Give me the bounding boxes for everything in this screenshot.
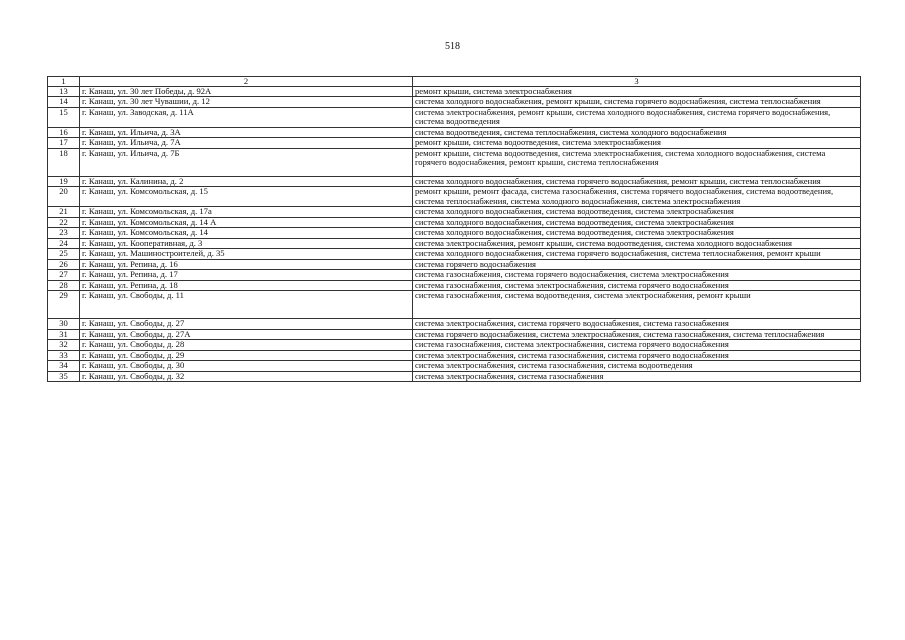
row-number-cell: 16 (48, 127, 80, 138)
address-cell: г. Канаш, ул. Кооперативная, д. 3 (80, 238, 413, 249)
row-number-cell: 23 (48, 228, 80, 239)
row-number-cell: 28 (48, 280, 80, 291)
address-cell: г. Канаш, ул. Заводская, д. 11А (80, 107, 413, 127)
row-number-cell: 15 (48, 107, 80, 127)
table-row (48, 176, 861, 187)
works-cell: система газоснабжения, система водоотведения, система электроснабжения, ремонт крыши (413, 291, 861, 319)
table-row (48, 107, 861, 127)
row-number-cell: 34 (48, 361, 80, 372)
table-row (48, 127, 861, 138)
page-number: 518 (445, 41, 460, 52)
works-cell: система электроснабжения, ремонт крыши, система холодного водоснабжения, система горячего водоснабжения, система водоотведения (413, 107, 861, 127)
row-number-cell: 17 (48, 138, 80, 149)
address-cell: г. Канаш, ул. Машиностроителей, д. 35 (80, 249, 413, 260)
address-cell: г. Канаш, ул. Свободы, д. 32 (80, 371, 413, 382)
works-cell: система электроснабжения, система газоснабжения, система водоотведения (413, 361, 861, 372)
row-number-cell: 21 (48, 207, 80, 218)
works-cell: система электроснабжения, система газоснабжения (413, 371, 861, 382)
table-row (48, 86, 861, 97)
table-row (48, 350, 861, 361)
address-cell: г. Канаш, ул. 30 лет Победы, д. 92А (80, 86, 413, 97)
row-number-cell: 19 (48, 176, 80, 187)
row-number-cell: 31 (48, 329, 80, 340)
address-cell: г. Канаш, ул. Комсомольская, д. 15 (80, 187, 413, 207)
works-cell: система холодного водоснабжения, система водоотведения, система электроснабжения (413, 228, 861, 239)
row-number-cell: 13 (48, 86, 80, 97)
works-cell: система электроснабжения, ремонт крыши, система водоотведения, система холодного водоснабжения (413, 238, 861, 249)
address-cell: г. Канаш, ул. Свободы, д. 28 (80, 340, 413, 351)
works-cell: система холодного водоснабжения, ремонт крыши, система горячего водоснабжения, система теплоснабжения (413, 97, 861, 108)
address-cell: г. Канаш, ул. Ильича, д. 3А (80, 127, 413, 138)
table-row (48, 259, 861, 270)
address-cell: г. Канаш, ул. Свободы, д. 30 (80, 361, 413, 372)
table-row (48, 207, 861, 218)
works-cell: ремонт крыши, система водоотведения, система электроснабжения (413, 138, 861, 149)
address-cell: г. Канаш, ул. Репина, д. 17 (80, 270, 413, 281)
address-cell: г. Канаш, ул. Репина, д. 16 (80, 259, 413, 270)
table-row (48, 291, 861, 319)
table-row (48, 329, 861, 340)
address-cell: г. Канаш, ул. Комсомольская, д. 14 (80, 228, 413, 239)
column-header-number: 1 (48, 77, 80, 87)
row-number-cell: 32 (48, 340, 80, 351)
works-cell: система электроснабжения, система горячего водоснабжения, система газоснабжения (413, 319, 861, 330)
row-number-cell: 29 (48, 291, 80, 319)
row-number-cell: 18 (48, 148, 80, 176)
address-cell: г. Канаш, ул. Свободы, д. 29 (80, 350, 413, 361)
row-number-cell: 14 (48, 97, 80, 108)
works-cell: система электроснабжения, система газоснабжения, система горячего водоснабжения (413, 350, 861, 361)
address-cell: г. Канаш, ул. Комсомольская, д. 17а (80, 207, 413, 218)
row-number-cell: 25 (48, 249, 80, 260)
works-cell: система газоснабжения, система электроснабжения, система горячего водоснабжения (413, 340, 861, 351)
works-cell: система газоснабжения, система электроснабжения, система горячего водоснабжения (413, 280, 861, 291)
works-cell: ремонт крыши, ремонт фасада, система газоснабжения, система горячего водоснабжения, система водоотведения, система теплоснабжения, система холодного водоснабжения, система электроснабжения (413, 187, 861, 207)
works-cell: ремонт крыши, система электроснабжения (413, 86, 861, 97)
table-row (48, 217, 861, 228)
table-row (48, 340, 861, 351)
address-cell: г. Канаш, ул. Свободы, д. 27 (80, 319, 413, 330)
row-number-cell: 30 (48, 319, 80, 330)
address-cell: г. Канаш, ул. Свободы, д. 11 (80, 291, 413, 319)
table-header-row (48, 77, 861, 87)
address-cell: г. Канаш, ул. Свободы, д. 27А (80, 329, 413, 340)
table-row (48, 270, 861, 281)
table-row (48, 319, 861, 330)
works-cell: система холодного водоснабжения, система водоотведения, система электроснабжения (413, 217, 861, 228)
row-number-cell: 35 (48, 371, 80, 382)
row-number-cell: 24 (48, 238, 80, 249)
row-number-cell: 33 (48, 350, 80, 361)
address-cell: г. Канаш, ул. Репина, д. 18 (80, 280, 413, 291)
works-cell: система водоотведения, система теплоснабжения, система холодного водоснабжения (413, 127, 861, 138)
table-row (48, 148, 861, 176)
works-cell: система горячего водоснабжения, система электроснабжения, система газоснабжения, система теплоснабжения (413, 329, 861, 340)
table-row (48, 97, 861, 108)
address-works-table (47, 76, 861, 382)
table-row (48, 187, 861, 207)
column-header-works: 3 (413, 77, 861, 87)
works-cell: система холодного водоснабжения, система горячего водоснабжения, система теплоснабжения, ремонт крыши (413, 249, 861, 260)
address-cell: г. Канаш, ул. Ильича, д. 7А (80, 138, 413, 149)
works-cell: система холодного водоснабжения, система горячего водоснабжения, ремонт крыши, система теплоснабжения (413, 176, 861, 187)
row-number-cell: 20 (48, 187, 80, 207)
works-cell: система газоснабжения, система горячего водоснабжения, система электроснабжения (413, 270, 861, 281)
table-row (48, 371, 861, 382)
row-number-cell: 22 (48, 217, 80, 228)
table-row (48, 361, 861, 372)
row-number-cell: 26 (48, 259, 80, 270)
column-header-address: 2 (80, 77, 413, 87)
works-cell: система горячего водоснабжения (413, 259, 861, 270)
table-row (48, 138, 861, 149)
row-number-cell: 27 (48, 270, 80, 281)
table-row (48, 228, 861, 239)
table-row (48, 280, 861, 291)
address-cell: г. Канаш, ул. Комсомольская, д. 14 А (80, 217, 413, 228)
table-row (48, 249, 861, 260)
address-cell: г. Канаш, ул. 30 лет Чувашии, д. 12 (80, 97, 413, 108)
address-cell: г. Канаш, ул. Ильича, д. 7Б (80, 148, 413, 176)
address-cell: г. Канаш, ул. Калинина, д. 2 (80, 176, 413, 187)
works-cell: ремонт крыши, система водоотведения, система электроснабжения, система холодного водоснабжения, система горячего водоснабжения, ремонт крыши, система теплоснабжения (413, 148, 861, 176)
table-row (48, 238, 861, 249)
works-cell: система холодного водоснабжения, система водоотведения, система электроснабжения (413, 207, 861, 218)
